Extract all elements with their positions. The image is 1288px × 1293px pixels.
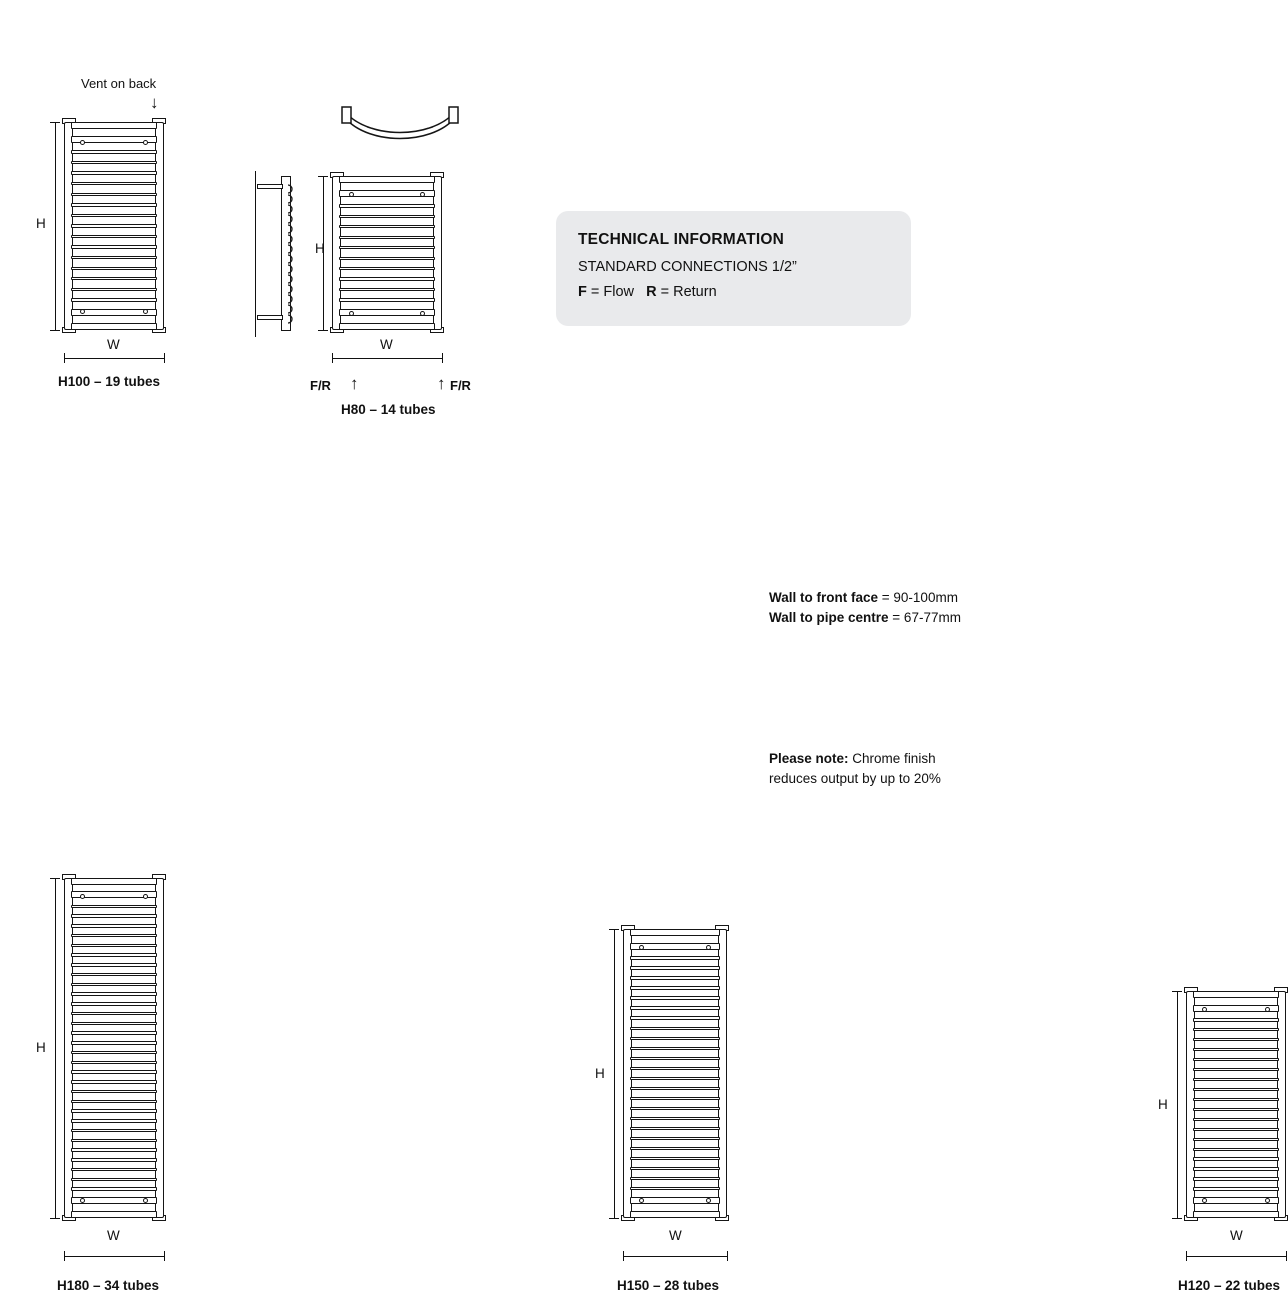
radiator-tube [71,934,157,937]
flow-return-legend [578,284,889,300]
bracket-dot [80,1198,85,1203]
radiator-tube [71,171,157,174]
height-tick-bottom [50,330,60,331]
bracket-dot [639,1198,644,1203]
top-view-curved-bar [340,105,460,150]
side-profile-pipe-bottom [257,315,283,320]
bracket-dot [1265,1198,1270,1203]
width-tick-left [332,353,333,363]
radiator-tube [630,1047,720,1050]
radiator-tube [630,1177,720,1180]
radiator-tube [630,1037,720,1040]
height-tick-bottom [609,1218,619,1219]
radiator-tube [630,1006,720,1009]
radiator-tube [630,1107,720,1110]
bracket-dot [639,945,644,950]
side-profile-pipe-top [257,184,283,189]
radiator-tube [339,288,435,291]
bracket-dot [1202,1007,1207,1012]
radiator-tube [1193,1038,1279,1041]
bracket-dot [706,945,711,950]
radiator-h150 [623,929,727,1218]
radiator-tube [71,1148,157,1151]
radiator-tube [71,267,157,270]
radiator-tube [71,983,157,986]
radiator-tube [71,1100,157,1103]
bracket-dot [349,192,354,197]
height-label: H [1158,1097,1168,1112]
radiator-h80 [332,176,442,330]
width-tick-right [164,353,165,363]
radiator-tube [71,1070,157,1073]
height-label: H [595,1066,605,1081]
radiator-tube [339,176,435,183]
please-note [769,749,941,788]
radiator-tube [339,298,435,301]
radiator-tube [71,1168,157,1171]
radiator-tube [339,323,435,330]
caption-h180: H180 – 34 tubes [57,1278,160,1293]
caption-h80: H80 – 14 tubes [341,402,436,417]
wall-to-pipe-centre-line [769,608,961,628]
width-label: W [107,337,120,352]
radiator-tube [339,267,435,270]
radiator-tube [1193,1157,1279,1160]
radiator-tube [630,1137,720,1140]
radiator-h80-group [240,0,540,430]
radiator-tube [630,1057,720,1060]
wall-to-front-face-line [769,588,961,608]
radiator-tube [339,257,435,260]
radiator-tube [71,182,157,185]
width-label: W [1230,1228,1243,1243]
width-tick-left [64,1251,65,1261]
radiator-h100 [64,122,164,330]
height-tick-top [50,122,60,123]
caption-h100: H100 – 19 tubes [58,374,161,389]
radiator-tube [71,288,157,291]
radiator-tube [71,1109,157,1112]
radiator-tube [71,193,157,196]
width-dimension-line [1186,1256,1286,1257]
radiator-tube [630,1167,720,1170]
flow-symbol: F [578,284,587,300]
radiator-tubes-h100 [71,122,157,330]
radiator-tubes-h120 [1193,991,1279,1218]
radiator-tube [71,150,157,153]
radiator-tube [71,122,157,129]
please-note-line-1 [769,749,941,769]
radiator-tube [1193,1128,1279,1131]
height-tick-top [318,176,328,177]
radiator-tube [71,878,157,885]
height-tick-top [50,878,60,879]
flow-return-right-label: F/R [450,378,471,393]
radiator-tube [1193,1088,1279,1091]
width-tick-right [442,353,443,363]
height-tick-bottom [318,330,328,331]
radiator-tube [1193,1108,1279,1111]
height-label: H [315,241,325,256]
radiator-tube [71,323,157,330]
radiator-tube [71,1211,157,1218]
radiator-tube [630,1097,720,1100]
radiator-tube [630,1157,720,1160]
height-dimension-line [55,878,56,1218]
side-profile-view [255,176,305,331]
radiator-tube [71,992,157,995]
bracket-dot [1265,1007,1270,1012]
radiator-tube [339,236,435,239]
width-tick-left [623,1251,624,1261]
radiator-tube [71,235,157,238]
radiator-tube [1193,1028,1279,1031]
radiator-tube [339,277,435,280]
radiator-tube [630,966,720,969]
wall-measurements-note [769,588,961,627]
radiator-tube [630,996,720,999]
radiator-tube [630,1117,720,1120]
please-note-text-1: Chrome finish [852,751,936,766]
height-label: H [36,216,46,231]
caption-h150: H150 – 28 tubes [617,1278,720,1293]
radiator-tube [71,944,157,947]
radiator-tube [1193,1138,1279,1141]
bracket-dot [420,192,425,197]
caption-h120: H120 – 22 tubes [1178,1278,1281,1293]
radiator-tube [339,204,435,207]
flow-return-right-arrow-icon: ↑ [437,374,446,393]
height-tick-bottom [50,1218,60,1219]
radiator-tube [71,1119,157,1122]
height-tick-top [1172,991,1182,992]
radiator-tube [1193,991,1279,998]
radiator-tube [1193,1148,1279,1151]
bracket-dot [420,311,425,316]
bracket-dot [349,311,354,316]
radiator-tube [630,956,720,959]
please-note-line-2: reduces output by up to 20% [769,770,941,786]
radiator-tube [71,1080,157,1083]
height-dimension-line [614,929,615,1218]
radiator-tube [1193,1048,1279,1051]
height-tick-top [609,929,619,930]
width-dimension-line [623,1256,727,1257]
radiator-tube [71,1158,157,1161]
radiator-tube [1193,1187,1279,1190]
flow-return-left-arrow-icon: ↑ [350,374,359,393]
radiator-tube [630,1077,720,1080]
radiator-tube [71,905,157,908]
width-tick-right [727,1251,728,1261]
radiator-tubes-h150 [630,929,720,1218]
radiator-h100-group [0,0,240,400]
radiator-tube [630,1127,720,1130]
radiator-tube [71,1061,157,1064]
radiator-tubes-h180 [71,878,157,1218]
radiator-tube [71,973,157,976]
radiator-tube [630,1187,720,1190]
standard-connections-text: STANDARD CONNECTIONS 1/2” [578,259,797,275]
wall-to-front-face-value: = 90-100mm [881,590,958,605]
radiator-h120 [1186,991,1286,1218]
bracket-dot [80,140,85,145]
radiator-tube [71,161,157,164]
radiator-tube [339,246,435,249]
width-dimension-line [64,1256,164,1257]
radiator-tube [71,1178,157,1181]
radiator-tube [71,256,157,259]
radiator-tube [1193,1058,1279,1061]
wall-to-pipe-centre-value: = 67-77mm [892,609,961,625]
radiator-tube [71,214,157,217]
bracket-dot [143,1198,148,1203]
radiator-tube [71,1129,157,1132]
height-dimension-line [1177,991,1178,1218]
vent-arrow-icon: ↓ [150,93,159,112]
radiator-tube [1193,1018,1279,1021]
radiator-tube [630,929,720,936]
radiator-tube [71,953,157,956]
radiator-tube [630,1147,720,1150]
radiator-tube [1193,1098,1279,1101]
radiator-tube [71,963,157,966]
radiator-tube [71,1012,157,1015]
radiator-tube [1193,1068,1279,1071]
radiator-tube [71,277,157,280]
wall-to-front-face-label: Wall to front face [769,590,879,605]
technical-information-title: TECHNICAL INFORMATION [578,231,784,248]
radiator-tube [339,215,435,218]
radiator-tube [71,298,157,301]
bracket-dot [143,894,148,899]
please-note-label: Please note: [769,751,849,766]
radiator-tube [71,924,157,927]
radiator-tube [630,1087,720,1090]
technical-information-panel [556,211,911,326]
radiator-tube [1193,1118,1279,1121]
side-profile-guide-line [255,171,256,337]
radiator-h180 [64,878,164,1218]
radiator-tube [1193,1211,1279,1218]
radiator-tube [630,1067,720,1070]
height-tick-bottom [1172,1218,1182,1219]
radiator-tube [339,225,435,228]
radiator-tube [630,1016,720,1019]
radiator-tube [71,224,157,227]
flow-return-left-label: F/R [310,378,331,393]
radiator-tube [71,1051,157,1054]
radiator-tube [630,976,720,979]
radiator-tube [630,986,720,989]
height-label: H [36,1040,46,1055]
radiator-tube [1193,1177,1279,1180]
width-tick-right [1286,1251,1287,1261]
bracket-dot [143,140,148,145]
radiator-tube [71,203,157,206]
width-dimension-line [332,358,442,359]
radiator-tube [71,1041,157,1044]
flow-text: = Flow [590,284,635,300]
width-tick-left [1186,1251,1187,1261]
bracket-dot [80,309,85,314]
width-dimension-line [64,358,164,359]
width-tick-right [164,1251,165,1261]
height-dimension-line [55,122,56,330]
radiator-tube [71,1022,157,1025]
radiator-tube [71,914,157,917]
radiator-tube [71,1090,157,1093]
radiator-h180-group [0,430,240,1293]
radiator-tube [630,1211,720,1218]
radiator-tube [71,1139,157,1142]
width-label: W [107,1228,120,1243]
side-profile-tubes [288,179,304,329]
bracket-dot [706,1198,711,1203]
width-label: W [380,337,393,352]
radiator-tube [71,245,157,248]
radiator-tube [71,1187,157,1190]
wall-to-pipe-centre-label: Wall to pipe centre [769,609,889,625]
return-text: = Return [660,284,717,300]
radiator-h150-group [280,430,720,1293]
radiator-tube [1193,1167,1279,1170]
width-label: W [669,1228,682,1243]
radiator-tube [630,1027,720,1030]
radiator-tube [71,1002,157,1005]
vent-on-back-label: Vent on back [81,76,157,91]
width-tick-left [64,353,65,363]
bracket-dot [80,894,85,899]
radiator-tube [71,1031,157,1034]
return-symbol: R [646,284,657,300]
radiator-tubes-h80 [339,176,435,330]
bracket-dot [1202,1198,1207,1203]
bracket-dot [143,309,148,314]
radiator-tube [1193,1078,1279,1081]
